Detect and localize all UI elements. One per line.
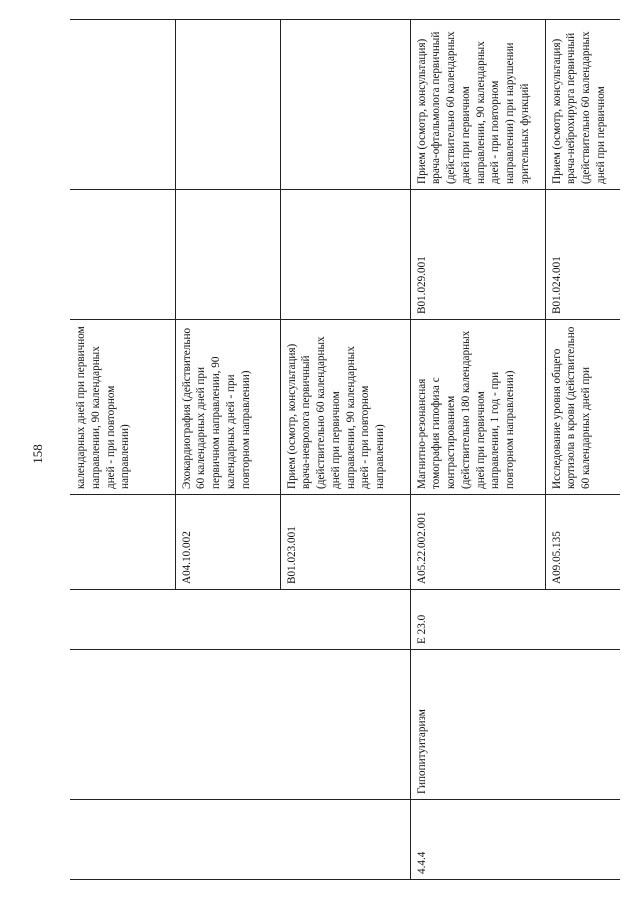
consult-description-cell: [280, 20, 410, 190]
service-description-cell: Магнитно-резонансная томография гипофиза с контрастированием (действительно 180 календарных дней при первичном направлении, 1 год - при повторном направлении): [410, 320, 545, 495]
service-code-cell: A09.05.135: [545, 495, 620, 590]
consult-code-cell: B01.029.001: [410, 190, 545, 320]
consult-code-cell: [280, 190, 410, 320]
row-number-cell: [70, 800, 175, 880]
row-number-cell: [280, 800, 410, 880]
table-row: [545, 20, 620, 880]
row-number-cell: [545, 800, 620, 880]
service-description-cell: Эхокардиография (действительно 60 календарных дней при первичном направлении, 90 календарных дней - при повторном направлении): [175, 320, 280, 495]
row-number-cell: [175, 800, 280, 880]
table-row: [70, 20, 175, 880]
service-description-cell: Исследование уровня общего кортизола в крови (действительно 60 календарных дней при: [545, 320, 620, 495]
service-code-cell: [70, 495, 175, 590]
services-table: [70, 19, 620, 880]
disease-cell: [70, 650, 175, 800]
service-code-cell: B01.023.001: [280, 495, 410, 590]
service-code-cell: A05.22.002.001: [410, 495, 545, 590]
service-code-cell: A04.10.002: [175, 495, 280, 590]
disease-cell: Гипопитуитаризм: [410, 650, 545, 800]
table-row: [280, 20, 410, 880]
icd-code-cell: [175, 590, 280, 650]
consult-code-cell: [70, 190, 175, 320]
icd-code-cell: E 23.0: [410, 590, 545, 650]
consult-description-cell: [175, 20, 280, 190]
disease-cell: [175, 650, 280, 800]
table-row: [410, 20, 545, 880]
consult-code-cell: [175, 190, 280, 320]
disease-cell: [280, 650, 410, 800]
consult-description-cell: Прием (осмотр, консультация) врача-нейрохирурга первичный (действительно 60 календарных дней при первичном: [545, 20, 620, 190]
icd-code-cell: [280, 590, 410, 650]
row-number-cell: 4.4.4: [410, 800, 545, 880]
icd-code-cell: [70, 590, 175, 650]
consult-description-cell: Прием (осмотр, консультация) врача-офтальмолога первичный (действительно 60 календарных дней при первичном направлении, 90 календарных дней - при повторном направлении) при нарушении зрительных функций: [410, 20, 545, 190]
consult-description-cell: [70, 20, 175, 190]
consult-code-cell: B01.024.001: [545, 190, 620, 320]
page-number: 158: [30, 444, 45, 464]
disease-cell: [545, 650, 620, 800]
rotated-table-wrapper: [70, 20, 607, 880]
service-description-cell: календарных дней при первичном направлении, 90 календарных дней - при повторном направлении): [70, 320, 175, 495]
icd-code-cell: [545, 590, 620, 650]
service-description-cell: Прием (осмотр, консультация) врача-невролога первичный (действительно 60 календарных дней при первичном направлении, 90 календарных дней - при повторном направлении): [280, 320, 410, 495]
table-row: [175, 20, 280, 880]
